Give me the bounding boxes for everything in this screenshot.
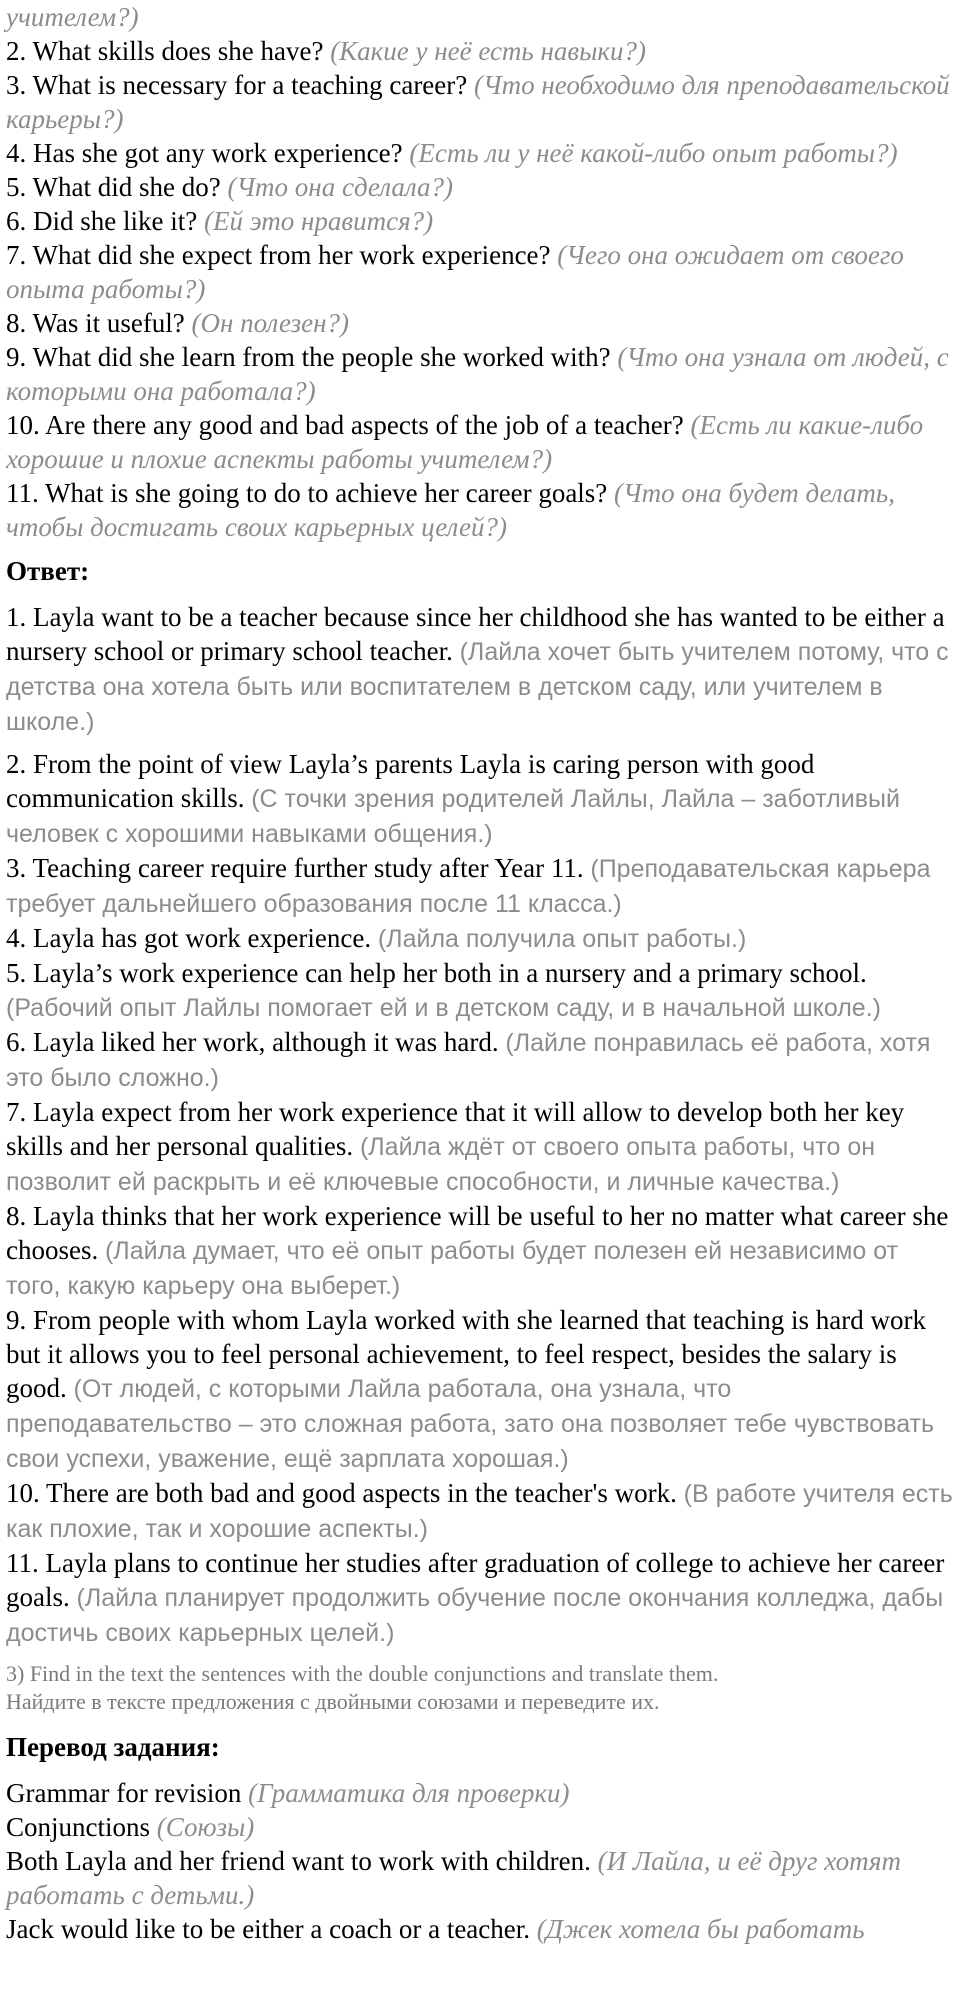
answer-ru: (В работе учителя есть как плохие, так и хорошие аспекты.) [6, 1480, 953, 1543]
question-en: 5. What did she do? [6, 172, 221, 202]
answer-ru: (Лайла думает, что её опыт работы будет полезен ей независимо от того, какую карьеру она выберет.) [6, 1237, 899, 1300]
translation-heading: Перевод задания: [6, 1732, 220, 1762]
answer-ru: (Рабочий опыт Лайлы помогает ей и в детском саду, и в начальной школе.) [6, 994, 881, 1022]
question-ru: (Есть ли у неё какой-либо опыт работы?) [409, 138, 898, 168]
answer-ru: (Преподавательская карьера требует дальнейшего образования после 11 класса.) [6, 855, 931, 918]
answer-heading: Ответ: [6, 556, 90, 586]
translation-section [6, 1730, 954, 1946]
question-item [6, 476, 954, 544]
answer-item [6, 1476, 954, 1546]
answer-ru: (От людей, с которыми Лайла работала, она узнала, что преподавательство – это сложная работа, зато она позволяет тебе чувствовать свои успехи, уважение, ещё зарплата хорошая.) [6, 1375, 935, 1473]
answer-section [6, 554, 954, 1650]
answer-en: 1. Layla want to be a teacher because since her childhood she has wanted to be either a nursery school or primary school teacher. [6, 602, 945, 666]
answer-en: 11. Layla plans to continue her studies after graduation of college to achieve her career goals. [6, 1548, 945, 1612]
translation-list [6, 1776, 954, 1946]
question-en: 7. What did she expect from her work experience? [6, 240, 551, 270]
translation-ru: (Союзы) [156, 1812, 255, 1842]
answer-item [6, 600, 954, 739]
answer-en: 8. Layla thinks that her work experience will be useful to her no matter what career she chooses. [6, 1201, 949, 1265]
question-en: 3. What is necessary for a teaching career? [6, 70, 468, 100]
answer-en: 4. Layla has got work experience. [6, 923, 372, 953]
question-en: 4. Has she got any work experience? [6, 138, 403, 168]
translation-item [6, 1912, 954, 1946]
question-en: 2. What skills does she have? [6, 36, 324, 66]
question-en: 8. Was it useful? [6, 308, 185, 338]
question-item [6, 340, 954, 408]
question-en: 10. Are there any good and bad aspects of the job of a teacher? [6, 410, 684, 440]
document-page [6, 0, 954, 1946]
question-tail: учителем?) [6, 2, 139, 32]
answer-item [6, 1095, 954, 1199]
translation-item [6, 1810, 954, 1844]
answer-en: 9. From people with whom Layla worked with she learned that teaching is hard work but it allows you to feel personal achievement, to feel respect, besides the salary is good. [6, 1305, 927, 1403]
question-item [6, 408, 954, 476]
translation-en: Jack would like to be either a coach or a teacher. [6, 1914, 531, 1944]
answer-en: 3. Teaching career require further study after Year 11. [6, 853, 584, 883]
question-ru: (Какие у неё есть навыки?) [330, 36, 646, 66]
task-section [6, 1660, 954, 1716]
translation-en: Grammar for revision [6, 1778, 242, 1808]
question-en: 11. What is she going to do to achieve her career goals? [6, 478, 608, 508]
answer-item [6, 747, 954, 851]
answer-en: 5. Layla’s work experience can help her both in a nursery and a primary school. [6, 958, 867, 988]
question-ru: (Он полезен?) [191, 308, 349, 338]
question-ru: (Ей это нравится?) [203, 206, 434, 236]
answer-item [6, 1546, 954, 1650]
question-ru: (Что она узнала от людей, с которыми она работала?) [6, 342, 949, 406]
answer-ru: (С точки зрения родителей Лайлы, Лайла – заботливый человек с хорошими навыками общения.) [6, 785, 900, 848]
questions-section [6, 0, 954, 544]
question-en: 9. What did she learn from the people she worked with? [6, 342, 611, 372]
answer-item [6, 1025, 954, 1095]
question-ru: (Что она сделала?) [227, 172, 453, 202]
question-en: 6. Did she like it? [6, 206, 198, 236]
question-item [6, 136, 954, 170]
answer-en: 7. Layla expect from her work experience that it will allow to develop both her key skills and her personal qualities. [6, 1097, 905, 1161]
question-ru: (Чего она ожидает от своего опыта работы?) [6, 240, 904, 304]
answer-item [6, 921, 954, 956]
translation-ru: (Джек хотела бы работать [536, 1914, 865, 1944]
question-item [6, 170, 954, 204]
translation-item [6, 1776, 954, 1810]
question-item [6, 238, 954, 306]
answer-item [6, 1303, 954, 1476]
answer-item [6, 956, 954, 1025]
answer-ru: (Лайла хочет быть учителем потому, что с детства она хотела быть или воспитателем в детском саду, или учителем в школе.) [6, 638, 949, 736]
question-ru: (Что она будет делать, чтобы достигать своих карьерных целей?) [6, 478, 895, 542]
answer-item [6, 851, 954, 921]
question-item [6, 306, 954, 340]
questions-list [6, 34, 954, 544]
answer-item [6, 1199, 954, 1303]
answer-ru: (Лайле понравилась её работа, хотя это было сложно.) [6, 1029, 931, 1092]
question-ru: (Что необходимо для преподавательской карьеры?) [6, 70, 950, 134]
question-ru: (Есть ли какие-либо хорошие и плохие аспекты работы учителем?) [6, 410, 924, 474]
translation-ru: (Грамматика для проверки) [248, 1778, 570, 1808]
translation-item [6, 1844, 954, 1912]
answer-en: 2. From the point of view Layla’s parents Layla is caring person with good communication skills. [6, 749, 815, 813]
answer-en: 6. Layla liked her work, although it was hard. [6, 1027, 499, 1057]
answer-en: 10. There are both bad and good aspects in the teacher's work. [6, 1478, 677, 1508]
question-item [6, 204, 954, 238]
question-item [6, 34, 954, 68]
translation-en: Both Layla and her friend want to work with children. [6, 1846, 591, 1876]
task-ru: Найдите в тексте предложения с двойными союзами и переведите их. [6, 1689, 660, 1714]
translation-en: Conjunctions [6, 1812, 151, 1842]
answer-ru: (Лайла ждёт от своего опыта работы, что он позволит ей раскрыть и её ключевые способности, и личные качества.) [6, 1133, 876, 1196]
answer-ru: (Лайла получила опыт работы.) [377, 925, 747, 953]
task-en: 3) Find in the text the sentences with the double conjunctions and translate them. [6, 1661, 719, 1686]
answers-list [6, 600, 954, 1650]
question-item [6, 68, 954, 136]
translation-ru: (И Лайла, и её друг хотят работать с детьми.) [6, 1846, 901, 1910]
answer-ru: (Лайла планирует продолжить обучение после окончания колледжа, дабы достичь своих карьерных целей.) [6, 1584, 944, 1647]
